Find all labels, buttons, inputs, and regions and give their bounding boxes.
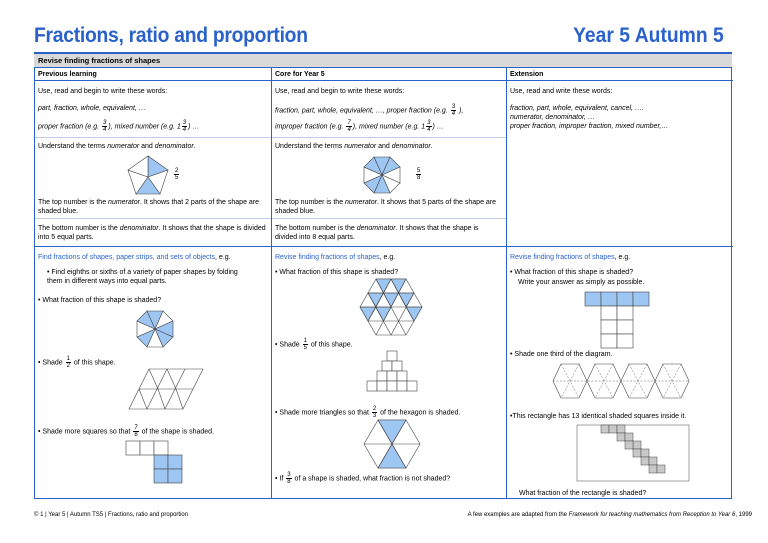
content-grid: [34, 67, 732, 499]
page-title: Fractions, ratio and proportion: [34, 24, 308, 47]
squares-shape-diagram: [126, 441, 182, 483]
vocab-words-2: numerator, denominator, …: [510, 114, 595, 121]
vocab-words-1: fraction, part, whole, equivalent, cancel, ….: [510, 105, 644, 112]
q-rectangle-13: •This rectangle has 13 identical shaded squares inside it.: [510, 413, 687, 420]
column-extension: [507, 68, 733, 498]
numerator-explanation: The top number is the numerator. It shows that 2 parts of the shape are shaded blue.: [38, 199, 260, 215]
rectangle-shaded-squares-diagram: [577, 425, 689, 481]
brick-pyramid-diagram: [367, 351, 417, 401]
octagon-fraction-diagram: [135, 309, 175, 349]
vocab-words: fraction, part, whole, equivalent, …, proper fraction (e.g. $\frac{3}{4}$ ),: [275, 104, 464, 117]
q-shade-triangles: • Shade more triangles so that $\frac{2}{3}$ of the hexagon is shaded.: [275, 406, 461, 419]
denominator-explanation: The bottom number is the denominator. It shows that the shape is divided into 8 equal parts.: [275, 225, 479, 241]
revise-heading: Revise finding fractions of shapes, e.g.: [275, 254, 396, 261]
q-shade-fifth: • Shade $\frac{1}{5}$ of this shape.: [275, 338, 353, 351]
q-what-fraction-rectangle: What fraction of the rectangle is shaded?: [519, 490, 647, 497]
bullet-fold-shapes: • Find eighths or sixths of a variety of paper shapes by folding them in different ways into equal parts.: [47, 269, 238, 285]
revise-fractions-link[interactable]: Revise finding fractions of shapes: [510, 254, 615, 261]
proper-fraction-line: proper fraction (e.g. $\frac{3}{4}$ ), mixed number (e.g. 1 $\frac{3}{4}$ ) …: [38, 120, 200, 133]
footer-left: © 1 | Year 5 | Autumn TS5 | Fractions, ratio and proportion: [34, 512, 189, 518]
q-shade-third: • Shade one third of the diagram.: [510, 351, 613, 358]
t-shape-squares-diagram: [585, 292, 649, 348]
fraction-label: $\frac{2}{5}$: [175, 168, 179, 181]
q-not-shaded: • If $\frac{3}{8}$ of a shape is shaded, what fraction is not shaded?: [275, 472, 451, 485]
q-simplify: Write your answer as simply as possible.: [518, 279, 645, 286]
section-subtitle: Revise finding fractions of shapes: [34, 54, 732, 67]
parallelogram-triangles-diagram: [129, 369, 209, 409]
find-fractions-link[interactable]: Find fractions of shapes, paper strips, and sets of objects: [38, 254, 216, 261]
column-heading: Extension: [507, 68, 733, 81]
vocab-words: part, fraction, whole, equivalent, …: [38, 105, 146, 112]
hexagon-row-diagram: [553, 364, 689, 398]
find-fractions-heading: Find fractions of shapes, paper strips, and sets of objects, e.g.: [38, 254, 231, 261]
bullet-shade-seven-eighths: • Shade more squares so that $\frac{7}{8}$ of the shape is shaded.: [38, 425, 214, 438]
column-heading: Core for Year 5: [272, 68, 506, 81]
vocab-intro: Use, read and begin to write these words:: [275, 88, 405, 95]
denominator-explanation: The bottom number is the denominator. It shows that the shape is divided into 5 equal parts.: [38, 225, 266, 241]
column-core-year5: [272, 68, 507, 498]
hexagon-shade-diagram: [364, 420, 420, 468]
revise-heading: Revise finding fractions of shapes, e.g.: [510, 254, 631, 261]
vocab-words-3: proper fraction, improper fraction, mixed number,…: [510, 123, 669, 130]
revise-fractions-link[interactable]: Revise finding fractions of shapes: [275, 254, 380, 261]
footer-right: A few examples are adapted from the Framework for teaching mathematics from Reception to Year 6, 1999: [467, 512, 752, 518]
pentagon-two-fifths-diagram: [123, 154, 173, 200]
improper-fraction-line: improper fraction (e.g. $\frac{7}{4}$ ), mixed number (e.g. 1 $\frac{3}{4}$ ) …: [275, 120, 444, 133]
vocab-intro: Use, read and begin to write these words:: [38, 88, 168, 95]
terms-line: Understand the terms numerator and denominator.: [38, 143, 196, 150]
column-heading: Previous learning: [35, 68, 271, 81]
numerator-explanation: The top number is the numerator. It shows that 5 parts of the shape are shaded blue.: [275, 199, 497, 215]
bullet-what-fraction: • What fraction of this shape is shaded?: [38, 297, 162, 304]
fraction-label: $\frac{5}{8}$: [417, 168, 421, 181]
vocab-intro: Use, read and write these words:: [510, 88, 613, 95]
hexagon-triangles-diagram: [360, 279, 422, 335]
terms-line: Understand the terms numerator and denominator.: [275, 143, 433, 150]
column-previous-learning: [35, 68, 272, 498]
bullet-shade-half: • Shade $\frac{1}{2}$ of this shape.: [38, 356, 116, 369]
year-term-label: Year 5 Autumn 5: [573, 24, 724, 47]
octagon-five-eighths-diagram: [362, 155, 402, 195]
q-what-fraction: • What fraction of this shape is shaded?: [275, 269, 399, 276]
q-what-fraction: • What fraction of this shape is shaded?: [510, 269, 634, 276]
